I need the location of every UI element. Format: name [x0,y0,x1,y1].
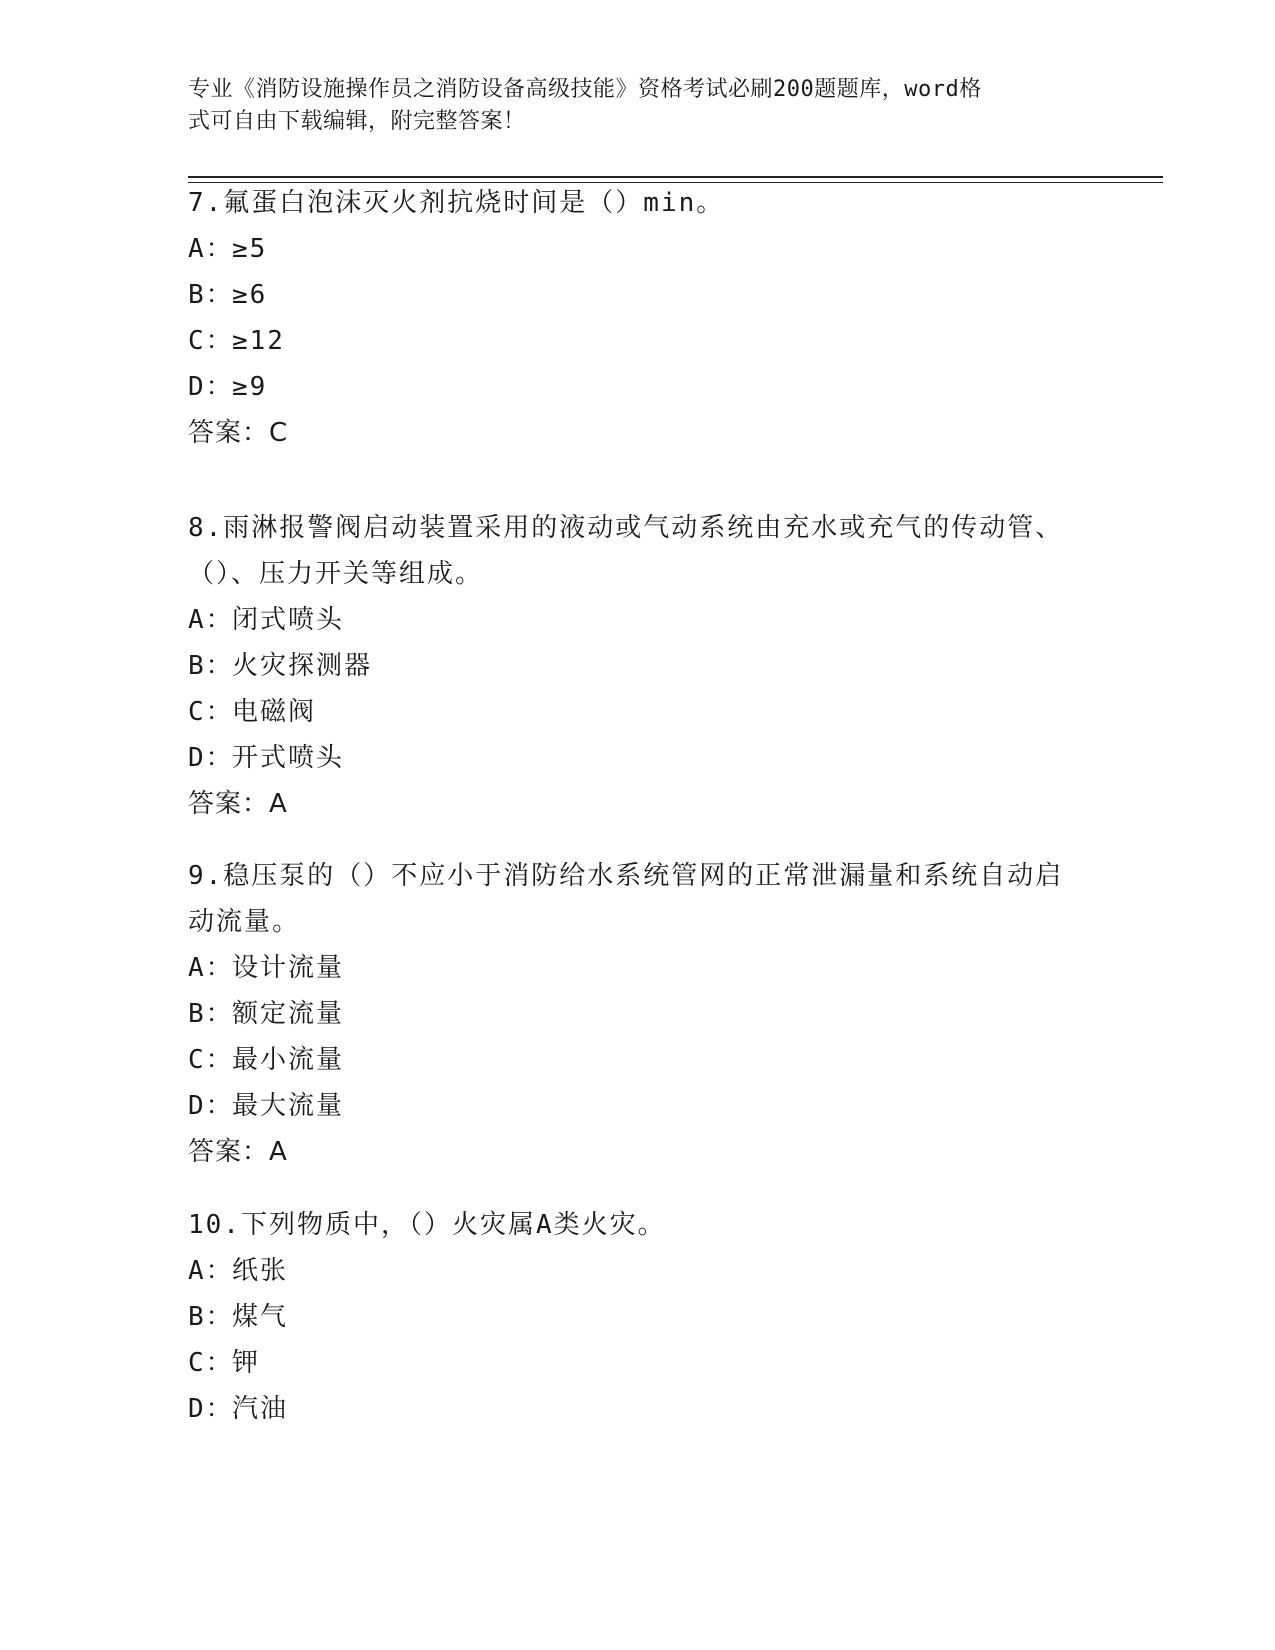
option-text: 电磁阀 [232,697,317,727]
option-text: 闭式喷头 [232,605,345,635]
option-letter: C： [188,697,234,727]
option-c [188,689,1068,735]
question-stem: 8.雨淋报警阀启动装置采用的液动或气动系统由充水或充气的传动管、（）、压力开关等组成。 [188,513,1064,589]
option-letter: D： [188,372,234,402]
option-text: 额定流量 [232,999,345,1029]
option-a [188,226,1068,272]
option-b [188,1294,1068,1340]
option-letter: B： [188,1302,234,1332]
option-d [188,1386,1068,1432]
option-letter: D： [188,1394,234,1424]
option-b [188,272,1068,318]
answer-text: 答案：A [188,789,288,819]
answer-text: 答案：A [188,1137,288,1167]
header-divider-thick [188,176,1163,178]
header-line-1: 专业《消防设施操作员之消防设备高级技能》资格考试必刷200题题库，word格 [188,77,982,102]
option-text: 设计流量 [232,953,345,983]
option-text: 汽油 [232,1394,289,1424]
answer-text: 答案：C [188,418,289,448]
option-d [188,735,1068,781]
option-a [188,945,1068,991]
option-letter: D： [188,743,234,773]
option-letter: A： [188,953,234,983]
question-7 [188,180,1068,456]
option-letter: A： [188,605,234,635]
option-letter: D： [188,1091,234,1121]
option-letter: A： [188,234,234,264]
question-stem: 10.下列物质中，（）火灾属A类火灾。 [188,1210,666,1240]
option-b [188,991,1068,1037]
option-c [188,318,1068,364]
option-text: 开式喷头 [232,743,345,773]
question-10 [188,1202,1068,1432]
option-text: ≥12 [232,326,285,356]
option-text: 煤气 [232,1302,289,1332]
question-8 [188,505,1068,827]
question-9 [188,853,1068,1175]
option-c [188,1340,1068,1386]
option-letter: C： [188,1045,234,1075]
option-a [188,1248,1068,1294]
question-stem: 7.氟蛋白泡沫灭火剂抗烧时间是（）min。 [188,188,725,218]
question-stem: 9.稳压泵的（）不应小于消防给水系统管网的正常泄漏量和系统自动启动流量。 [188,861,1064,937]
option-c [188,1037,1068,1083]
option-d [188,364,1068,410]
document-header [188,74,1068,138]
option-b [188,643,1068,689]
option-d [188,1083,1068,1129]
header-line-2: 式可自由下载编辑，附完整答案！ [188,109,526,134]
option-text: ≥9 [232,372,268,402]
option-text: 火灾探测器 [232,651,373,681]
option-text: 最小流量 [232,1045,345,1075]
option-text: ≥5 [232,234,268,264]
option-letter: B： [188,651,234,681]
option-text: ≥6 [232,280,268,310]
option-letter: B： [188,280,234,310]
option-text: 钾 [232,1348,261,1378]
option-letter: A： [188,1256,234,1286]
option-letter: C： [188,1348,234,1378]
option-text: 纸张 [232,1256,289,1286]
option-letter: C： [188,326,234,356]
option-text: 最大流量 [232,1091,345,1121]
option-letter: B： [188,999,234,1029]
option-a [188,597,1068,643]
